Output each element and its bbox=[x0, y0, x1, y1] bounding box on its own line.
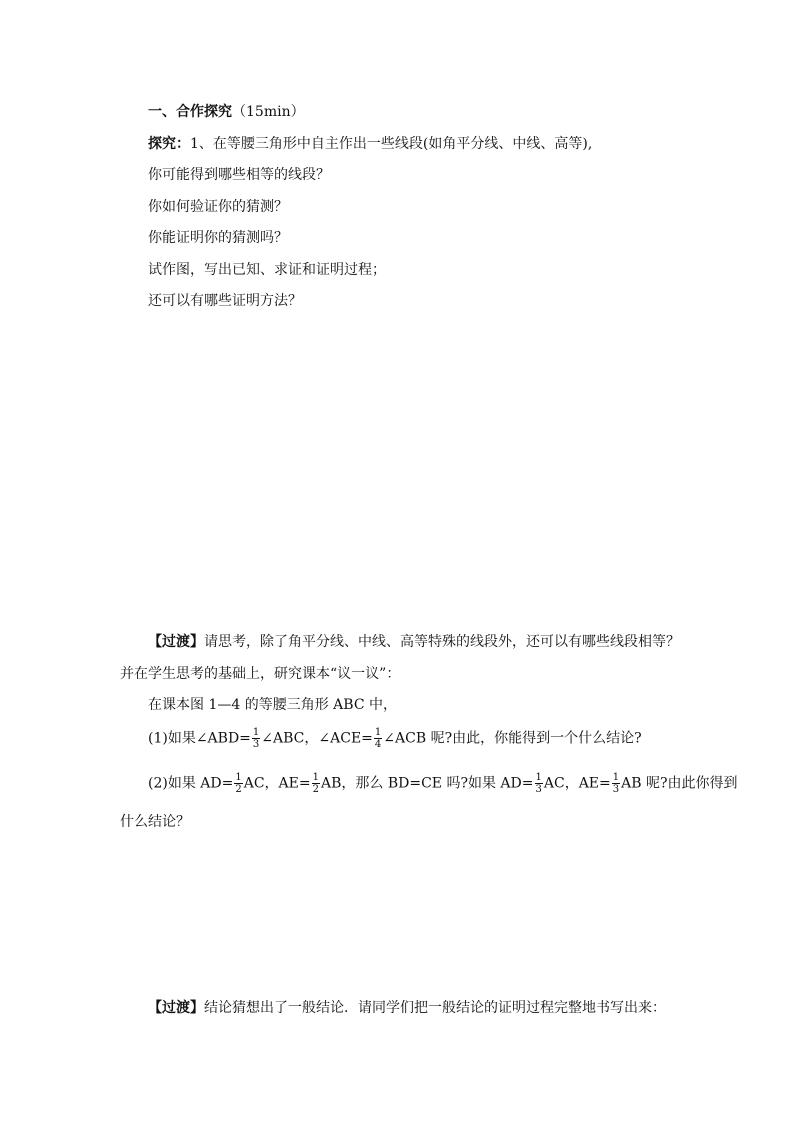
fraction bbox=[612, 772, 620, 795]
explore-text: 1、在等腰三角形中自主作出一些线段(如角平分线、中线、高等), bbox=[190, 136, 593, 152]
question-2: 你如何验证你的猜测？ bbox=[148, 199, 288, 215]
item-2-continuation: 什么结论？ bbox=[120, 814, 190, 830]
fraction-numerator: 1 bbox=[612, 772, 620, 783]
fraction-numerator: 1 bbox=[252, 727, 260, 738]
item-2-part-3: AB，那么 BD=CE 吗?如果 AD= bbox=[321, 775, 534, 792]
fraction bbox=[234, 772, 242, 795]
item-2-prefix: (2)如果 AD= bbox=[148, 775, 234, 792]
question-1: 你可能得到哪些相等的线段？ bbox=[148, 167, 330, 183]
fraction-denominator: 3 bbox=[612, 784, 620, 795]
transition-1-line bbox=[148, 632, 680, 652]
transition-1-tag: 【过渡】 bbox=[148, 634, 204, 650]
item-1-prefix: (1)如果∠ABD= bbox=[148, 730, 251, 747]
transition-2-tag: 【过渡】 bbox=[148, 1000, 204, 1016]
explore-line bbox=[148, 134, 592, 154]
fraction bbox=[312, 772, 320, 795]
fraction-numerator: 1 bbox=[535, 772, 542, 783]
fraction bbox=[374, 727, 382, 750]
fraction-denominator: 2 bbox=[312, 784, 319, 795]
fraction bbox=[535, 772, 543, 795]
item-2-suffix: AB 呢?由此你得到 bbox=[621, 775, 738, 792]
transition-2-text: 结论猜想出了一般结论．请同学们把一般结论的证明过程完整地书写出来： bbox=[204, 1000, 666, 1016]
transition-1-text: 请思考，除了角平分线、中线、高等特殊的线段外，还可以有哪些线段相等？ bbox=[204, 634, 680, 650]
fraction-denominator: 3 bbox=[252, 739, 260, 750]
fraction-numerator: 1 bbox=[235, 772, 242, 783]
transition-2-line bbox=[148, 998, 666, 1018]
fraction-denominator: 4 bbox=[374, 739, 382, 750]
question-5: 还可以有哪些证明方法？ bbox=[148, 293, 302, 309]
question-4: 试作图，写出已知、求证和证明过程； bbox=[148, 262, 386, 278]
question-3: 你能证明你的猜测吗？ bbox=[148, 230, 288, 246]
item-2-part-4: AC，AE= bbox=[543, 775, 611, 792]
fraction-numerator: 1 bbox=[312, 772, 319, 783]
explore-label: 探究： bbox=[148, 136, 190, 152]
item-1-suffix: ∠ACB 呢?由此，你能得到一个什么结论? bbox=[383, 730, 642, 747]
fraction-denominator: 2 bbox=[235, 784, 242, 795]
item-1-mid: ∠ABC，∠ACE= bbox=[261, 730, 373, 747]
section-heading-time: （15min） bbox=[232, 104, 305, 120]
section-heading-title: 一、合作探究 bbox=[148, 104, 232, 120]
item-1 bbox=[148, 727, 642, 750]
fraction-numerator: 1 bbox=[374, 727, 382, 738]
fraction-denominator: 3 bbox=[535, 784, 542, 795]
transition-1-text-2: 并在学生思考的基础上，研究课本“议一议”： bbox=[120, 666, 401, 682]
item-2 bbox=[148, 772, 738, 795]
section-heading bbox=[148, 102, 305, 122]
transition-1-context: 在课本图 1—4 的等腰三角形 ABC 中， bbox=[148, 697, 397, 713]
fraction bbox=[252, 727, 260, 750]
item-2-part-2: AC，AE= bbox=[243, 775, 311, 792]
